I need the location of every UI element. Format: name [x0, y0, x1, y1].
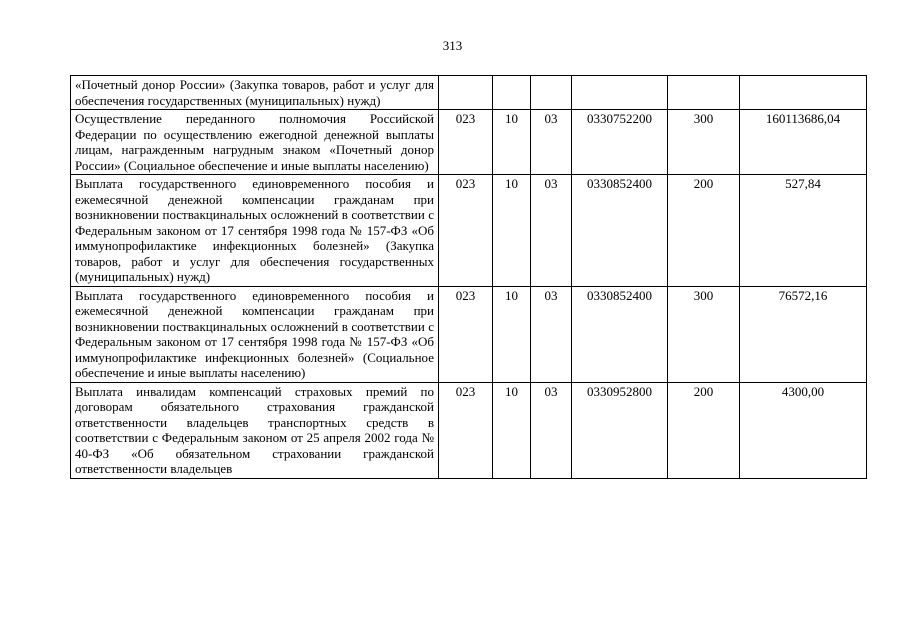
- subsection-code: 03: [531, 110, 572, 175]
- amount: 4300,00: [740, 382, 867, 478]
- table-row: [71, 286, 867, 382]
- grbs-code: 023: [439, 110, 493, 175]
- subsection-code: 03: [531, 175, 572, 287]
- grbs-code: 023: [439, 286, 493, 382]
- amount: 527,84: [740, 175, 867, 287]
- expense-type-code: 300: [668, 286, 740, 382]
- expense-type-code: 200: [668, 382, 740, 478]
- row-description: Выплата государственного единовременного пособия и ежемесячной денежной компенсации гражданам при возникновении поствакцинальных осложнений в соответствии с Федеральным законом от 17 сентября 1998 года № 157-ФЗ «Об иммунопрофилактике инфекционных болезней» (Закупка товаров, работ и услуг для обеспечения государственных (муниципальных) нужд): [71, 175, 439, 287]
- subsection-code: 03: [531, 382, 572, 478]
- target-article-code: 0330952800: [572, 382, 668, 478]
- grbs-code: 023: [439, 175, 493, 287]
- expense-type-code: [668, 76, 740, 110]
- expense-type-code: 200: [668, 175, 740, 287]
- budget-table: [70, 75, 867, 479]
- row-description: Выплата инвалидам компенсаций страховых премий по договорам обязательного страхования гражданской ответственности владельцев транспортных средств в соответствии с Федеральным законом от 25 апреля 2002 года № 40-ФЗ «Об обязательном страховании гражданской ответственности владельцев: [71, 382, 439, 478]
- target-article-code: [572, 76, 668, 110]
- section-code: 10: [493, 110, 531, 175]
- row-description: Осуществление переданного полномочия Российской Федерации по осуществлению ежегодной денежной выплаты лицам, награжденным нагрудным знаком «Почетный донор России» (Социальное обеспечение и иные выплаты населению): [71, 110, 439, 175]
- page-number: 313: [442, 38, 463, 53]
- row-description: Выплата государственного единовременного пособия и ежемесячной денежной компенсации гражданам при возникновении поствакцинальных осложнений в соответствии с Федеральным законом от 17 сентября 1998 года № 157-ФЗ «Об иммунопрофилактике инфекционных болезней» (Социальное обеспечение и иные выплаты населению): [71, 286, 439, 382]
- section-code: 10: [493, 382, 531, 478]
- subsection-code: 03: [531, 286, 572, 382]
- target-article-code: 0330852400: [572, 286, 668, 382]
- expense-type-code: 300: [668, 110, 740, 175]
- subsection-code: [531, 76, 572, 110]
- row-description: «Почетный донор России» (Закупка товаров, работ и услуг для обеспечения государственных (муниципальных) нужд): [71, 76, 439, 110]
- grbs-code: 023: [439, 382, 493, 478]
- table-row: [71, 175, 867, 287]
- table-row: [71, 382, 867, 478]
- amount: [740, 76, 867, 110]
- target-article-code: 0330752200: [572, 110, 668, 175]
- table-row: [71, 76, 867, 110]
- grbs-code: [439, 76, 493, 110]
- amount: 160113686,04: [740, 110, 867, 175]
- section-code: 10: [493, 175, 531, 287]
- table-row: [71, 110, 867, 175]
- target-article-code: 0330852400: [572, 175, 668, 287]
- section-code: [493, 76, 531, 110]
- amount: 76572,16: [740, 286, 867, 382]
- section-code: 10: [493, 286, 531, 382]
